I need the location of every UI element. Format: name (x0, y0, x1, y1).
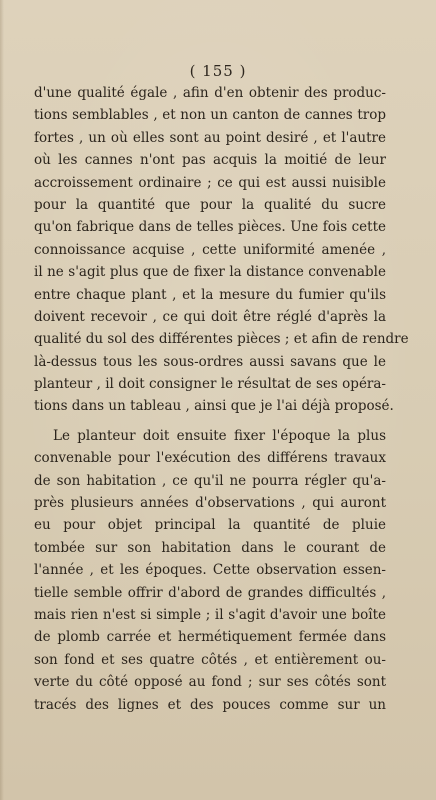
text-line: eu pour objet principal la quantité de pluie (34, 517, 386, 534)
text-line: pour la quantité que pour la qualité du sucre (34, 196, 386, 213)
text-line: fortes , un où elles sont au point desiré , et l'autre (34, 129, 386, 146)
text-line: tombée sur son habitation dans le courant de (34, 539, 386, 556)
page-number: ( 155 ) (189, 62, 247, 80)
text-line: accroissement ordinaire ; ce qui est aussi nuisible (34, 174, 386, 191)
paragraph (34, 82, 409, 418)
text-line: planteur , il doit consigner le résultat de ses opéra- (34, 376, 386, 393)
text-line: où les cannes n'ont pas acquis la moitié de leur (34, 152, 386, 169)
paragraph (34, 425, 386, 716)
text-line: tions dans un tableau , ainsi que je l'ai déjà proposé. (34, 398, 394, 415)
text-line: qu'on fabrique dans de telles pièces. Une fois cette (34, 219, 386, 236)
text-line: Le planteur doit ensuite fixer l'époque la plus (53, 427, 386, 444)
text-line: il ne s'agit plus que de fixer la distance convenable (34, 264, 386, 281)
text-line: tielle semble offrir d'abord de grandes difficultés , (34, 584, 386, 601)
text-line: doivent recevoir , ce qui doit être réglé d'après la (34, 308, 386, 325)
text-line: de plomb carrée et hermétiquement fermée dans (34, 629, 386, 646)
page-left-edge (0, 0, 4, 800)
paragraph-gap (34, 418, 386, 425)
text-line: près plusieurs années d'observations , qui auront (34, 495, 386, 512)
text-line: convenable pour l'exécution des différens travaux (34, 450, 386, 467)
body-text (34, 82, 409, 716)
text-line: tions semblables , et non un canton de cannes trop (34, 107, 386, 124)
text-line: connoissance acquise , cette uniformité amenée , (34, 241, 386, 258)
text-line: d'une qualité égale , afin d'en obtenir des produc- (34, 85, 386, 101)
text-line: de son habitation , ce qu'il ne pourra régler qu'a- (34, 472, 386, 489)
text-line: qualité du sol des différentes pièces ; et afin de rendre (34, 331, 409, 348)
text-line: là-dessus tous les sous-ordres aussi savans que le (34, 353, 386, 370)
text-line: entre chaque plant , et la mesure du fumier qu'ils (34, 286, 386, 303)
text-line: l'année , et les époques. Cette observation essen- (34, 562, 386, 579)
text-line: tracés des lignes et des pouces comme sur un (34, 696, 386, 713)
text-line: son fond et ses quatre côtés , et entièrement ou- (34, 651, 386, 668)
text-line: mais rien n'est si simple ; il s'agit d'avoir une boîte (34, 606, 386, 623)
text-line: verte du côté opposé au fond ; sur ses côtés sont (34, 674, 386, 691)
